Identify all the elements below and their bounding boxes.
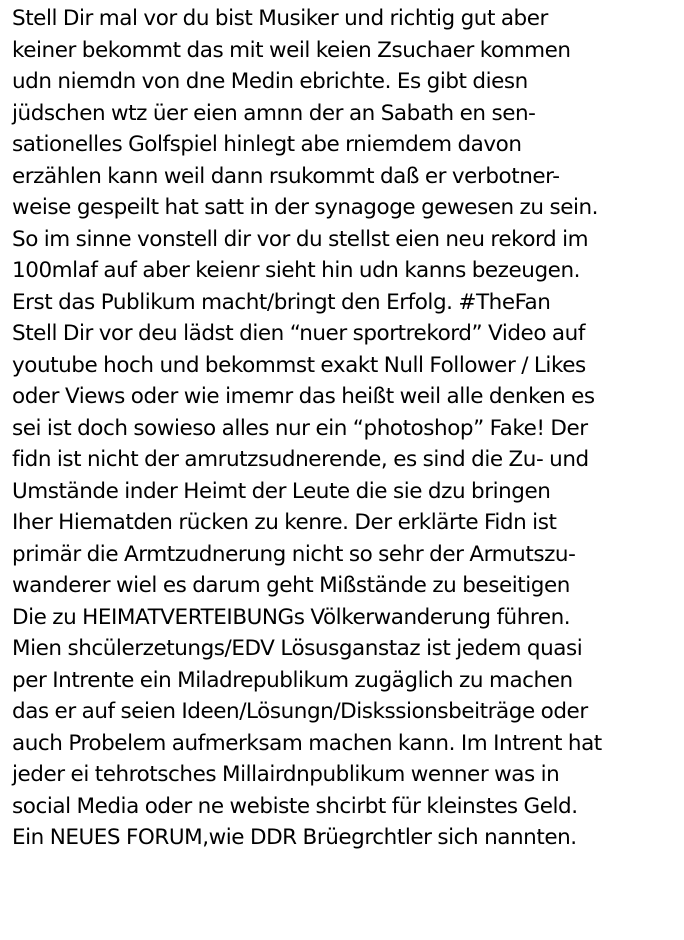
text-line: das er auf seien Ideen/Lösungn/Diskssionsbeiträge oder [12, 699, 588, 724]
text-line: social Media oder ne webiste shcirbt für kleinstes Geld. [12, 793, 578, 819]
text-line: weise gespeilt hat satt in der synagoge gewesen zu sein. [12, 195, 599, 220]
text-line: Umstände inder Heimt der Leute die sie dzu bringen [12, 478, 551, 504]
text-line: Stell Dir vor deu lädst dien “nuer sportrekord” Video auf [12, 321, 585, 346]
text-line: Die zu HEIMATVERTEIBUNGs Völkerwanderung führen. [12, 604, 571, 630]
text-line: jeder ei tehrotsches Millairdnpublikum wenner was in [12, 762, 560, 787]
text-line: youtube hoch und bekommst exakt Null Follower / Likes [12, 352, 586, 378]
text-line: jüdschen wtz üer eien amnn der an Sabath en sen- [12, 100, 536, 126]
text-line: per Intrente ein Miladrepublikum zugäglich zu machen [12, 667, 573, 693]
text-line: Ein NEUES FORUM,wie DDR Brüegrchtler sich nannten. [12, 825, 577, 850]
text-line: fidn ist nicht der amrutzsudnerende, es sind die Zu- und [12, 447, 589, 472]
text-line: Iher Hiematden rücken zu kenre. Der erklärte Fidn ist [12, 510, 557, 535]
text-line: primär die Armtzudnerung nicht so sehr der Armutszu- [12, 541, 576, 567]
body-text [12, 3, 680, 854]
text-line: 100mlaf auf aber keienr sieht hin udn kanns bezeugen. [12, 258, 580, 283]
text-line: udn niemdn von dne Medin ebrichte. Es gibt diesn [12, 69, 528, 94]
text-line: auch Probelem aufmerksam machen kann. Im Intrent hat [12, 730, 602, 756]
text-line: keiner bekommt das mit weil keien Zsuchaer kommen [12, 37, 571, 63]
text-line: Stell Dir mal vor du bist Musiker und richtig gut aber [12, 6, 548, 31]
text-line: Erst das Publikum macht/bringt den Erfolg. #TheFan [12, 289, 551, 315]
text-line: sei ist doch sowieso alles nur ein “photoshop” Fake! Der [12, 415, 588, 441]
text-line: So im sinne vonstell dir vor du stellst eien neu rekord im [12, 226, 589, 252]
text-line: wanderer wiel es darum geht Mißstände zu beseitigen [12, 573, 570, 598]
text-line: Mien shcülerzetungs/EDV Lösusganstaz ist jedem quasi [12, 636, 583, 661]
text-line: erzählen kann weil dann rsukommt daß er verbotner- [12, 163, 560, 189]
text-line: oder Views oder wie imemr das heißt weil alle denken es [12, 384, 595, 409]
text-line: sationelles Golfspiel hinlegt abe rniemdem davon [12, 132, 522, 157]
